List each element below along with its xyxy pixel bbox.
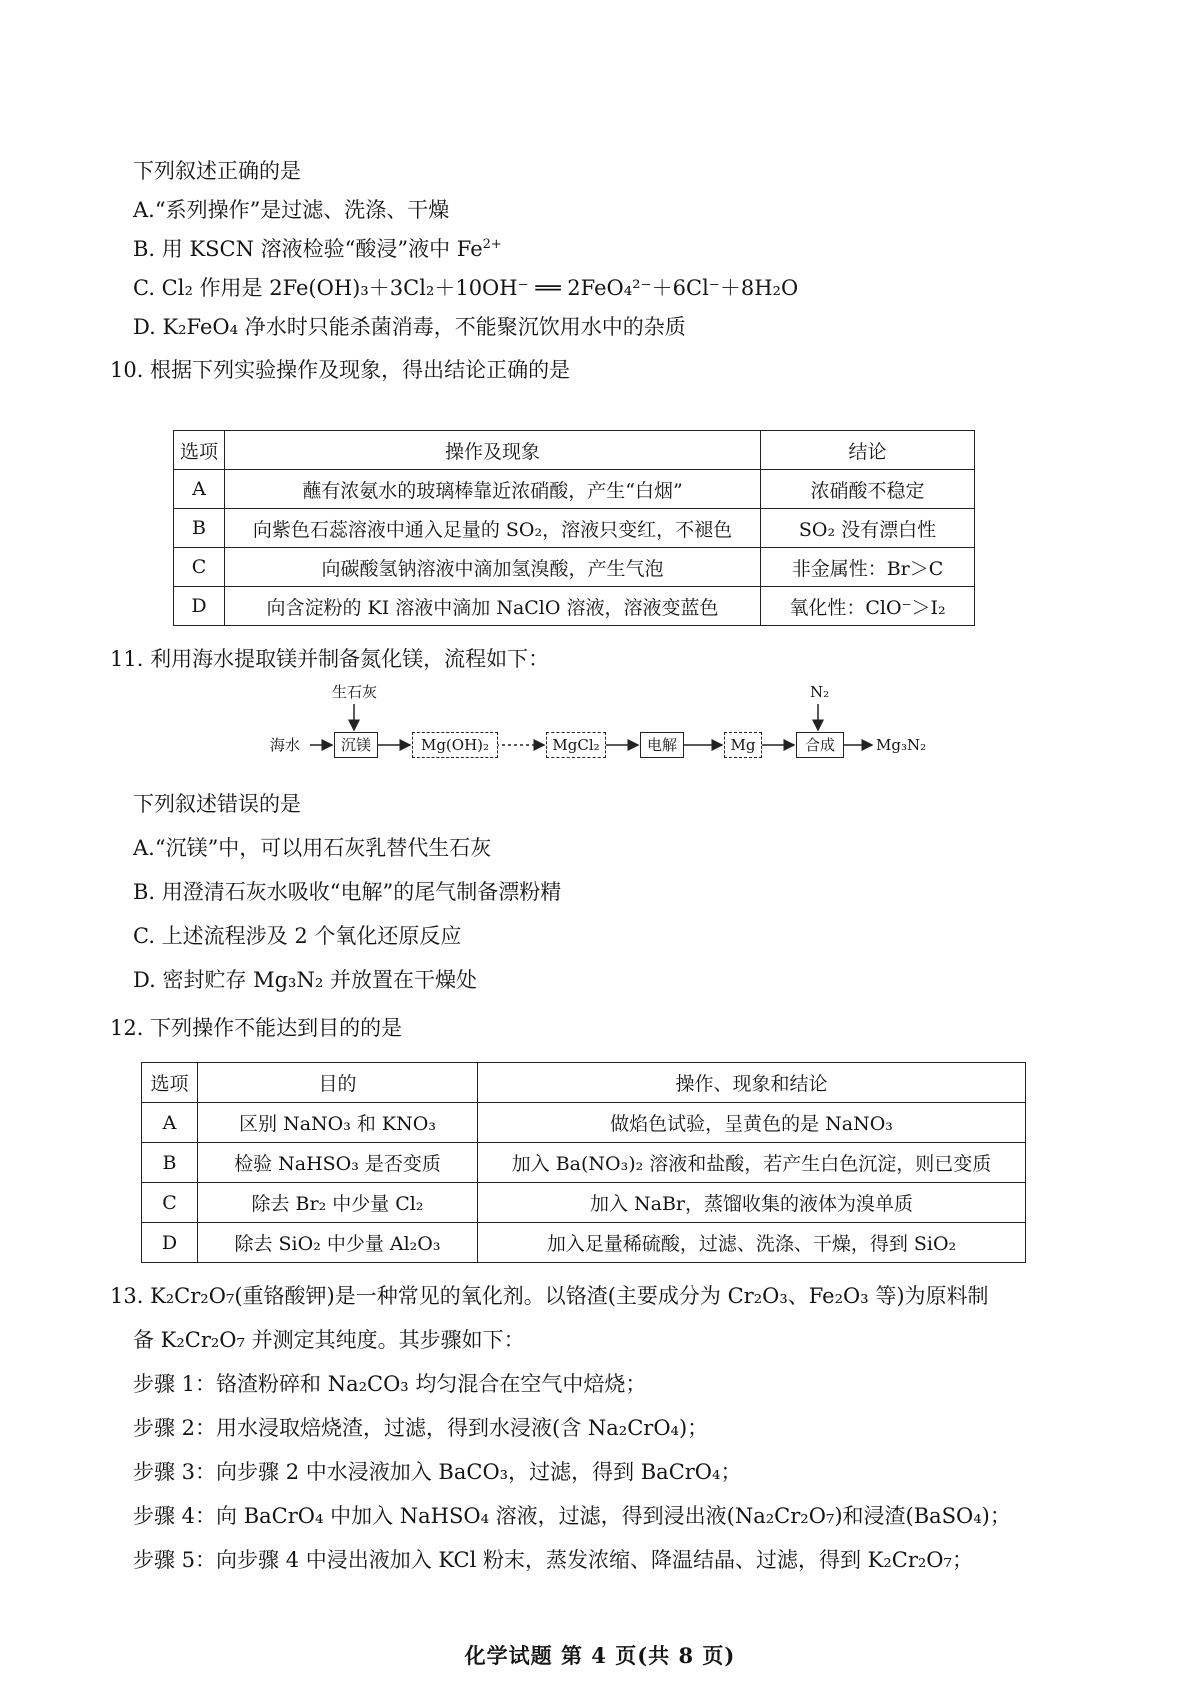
q11-option-c: C. 上述流程涉及 2 个氧化还原反应 [133, 924, 462, 948]
flow-input-n2: N₂ [810, 683, 830, 701]
option-cell: D [174, 587, 225, 626]
table-row [174, 509, 975, 548]
q9-option-b-text: B. 用 KSCN 溶液检验“酸浸”液中 Fe [133, 237, 483, 261]
q13-step-5: 步骤 5：向步骤 4 中浸出液加入 KCl 粉末，蒸发浓缩、降温结晶、过滤，得到 K₂Cr₂O₇； [133, 1548, 973, 1572]
q11-sub-stem: 下列叙述错误的是 [133, 792, 301, 816]
conclusion-cell: SO₂ 没有漂白性 [761, 509, 975, 548]
q10-table [173, 430, 975, 626]
operation-cell: 向紫色石蕊溶液中通入足量的 SO₂，溶液只变红，不褪色 [225, 509, 761, 548]
q13-step-1: 步骤 1：铬渣粉碎和 Na₂CO₃ 均匀混合在空气中焙烧； [133, 1372, 647, 1396]
flow-source-label: 海水 [270, 736, 301, 754]
table-row [142, 1223, 1026, 1263]
operation-cell: 向碳酸氢钠溶液中滴加氢溴酸，产生气泡 [225, 548, 761, 587]
flow-product-label: Mg₃N₂ [876, 736, 927, 754]
q11-flow-diagram [270, 683, 970, 798]
q10-stem: 10. 根据下列实验操作及现象，得出结论正确的是 [110, 358, 571, 382]
q12-stem: 12. 下列操作不能达到目的的是 [110, 1016, 403, 1040]
option-cell: B [142, 1143, 198, 1183]
q13-line2: 备 K₂Cr₂O₇ 并测定其纯度。其步骤如下： [133, 1328, 525, 1352]
header-cell: 操作、现象和结论 [478, 1063, 1026, 1103]
table-row [174, 470, 975, 509]
flow-step-mgoh2: Mg(OH)₂ [412, 732, 498, 758]
q13-line1: 13. K₂Cr₂O₇(重铬酸钾)是一种常见的氧化剂。以铬渣(主要成分为 Cr₂O₃、Fe₂O₃ 等)为原料制 [110, 1284, 989, 1308]
table-row [142, 1103, 1026, 1143]
flow-input-quicklime: 生石灰 [332, 683, 378, 701]
flow-step-precipitate: 沉镁 [334, 732, 378, 758]
option-cell: B [174, 509, 225, 548]
q9-option-d: D. K₂FeO₄ 净水时只能杀菌消毒，不能聚沉饮用水中的杂质 [133, 315, 686, 339]
q13-step-2: 步骤 2：用水浸取焙烧渣，过滤，得到水浸液(含 Na₂CrO₄)； [133, 1416, 709, 1440]
q9-option-b [133, 235, 502, 263]
option-cell: A [142, 1103, 198, 1143]
q9-option-a: A.“系列操作”是过滤、洗涤、干燥 [133, 198, 450, 222]
q9-option-b-charge: 2+ [482, 237, 502, 252]
operation-cell: 加入 Ba(NO₃)₂ 溶液和盐酸，若产生白色沉淀，则已变质 [478, 1143, 1026, 1183]
operation-cell: 向含淀粉的 KI 溶液中滴加 NaClO 溶液，溶液变蓝色 [225, 587, 761, 626]
header-cell: 选项 [174, 431, 225, 470]
option-cell: D [142, 1223, 198, 1263]
option-cell: C [142, 1183, 198, 1223]
header-cell: 操作及现象 [225, 431, 761, 470]
table-row [174, 587, 975, 626]
operation-cell: 蘸有浓氨水的玻璃棒靠近浓硝酸，产生“白烟” [225, 470, 761, 509]
conclusion-cell: 非金属性：Br＞C [761, 548, 975, 587]
purpose-cell: 除去 Br₂ 中少量 Cl₂ [198, 1183, 478, 1223]
q9-option-c: C. Cl₂ 作用是 2Fe(OH)₃＋3Cl₂＋10OH⁻ ══ 2FeO₄²⁻＋6Cl⁻＋8H₂O [133, 276, 799, 300]
option-cell: C [174, 548, 225, 587]
q11-option-d: D. 密封贮存 Mg₃N₂ 并放置在干燥处 [133, 968, 477, 992]
q11-option-b: B. 用澄清石灰水吸收“电解”的尾气制备漂粉精 [133, 880, 562, 904]
table-header-row [142, 1063, 1026, 1103]
q11-stem: 11. 利用海水提取镁并制备氮化镁，流程如下： [110, 647, 550, 671]
header-cell: 选项 [142, 1063, 198, 1103]
table-row [142, 1143, 1026, 1183]
q13-step-3: 步骤 3：向步骤 2 中水浸液加入 BaCO₃，过滤，得到 BaCrO₄； [133, 1460, 742, 1484]
table-header-row [174, 431, 975, 470]
flow-step-synthesis: 合成 [796, 732, 844, 758]
purpose-cell: 检验 NaHSO₃ 是否变质 [198, 1143, 478, 1183]
q11-option-a: A.“沉镁”中，可以用石灰乳替代生石灰 [133, 836, 492, 860]
conclusion-cell: 氧化性：ClO⁻＞I₂ [761, 587, 975, 626]
table-row [142, 1183, 1026, 1223]
purpose-cell: 区别 NaNO₃ 和 KNO₃ [198, 1103, 478, 1143]
flow-step-electrolysis: 电解 [640, 732, 684, 758]
header-cell: 目的 [198, 1063, 478, 1103]
q9-stem: 下列叙述正确的是 [133, 159, 301, 183]
table-row [174, 548, 975, 587]
flow-step-mg: Mg [724, 732, 762, 758]
flow-step-mgcl2: MgCl₂ [546, 732, 606, 758]
option-cell: A [174, 470, 225, 509]
header-cell: 结论 [761, 431, 975, 470]
page-footer: 化学试题 第 4 页(共 8 页) [464, 1643, 736, 1668]
operation-cell: 加入 NaBr，蒸馏收集的液体为溴单质 [478, 1183, 1026, 1223]
purpose-cell: 除去 SiO₂ 中少量 Al₂O₃ [198, 1223, 478, 1263]
q12-table [141, 1062, 1026, 1263]
conclusion-cell: 浓硝酸不稳定 [761, 470, 975, 509]
q13-step-4: 步骤 4：向 BaCrO₄ 中加入 NaHSO₄ 溶液，过滤，得到浸出液(Na₂Cr₂O₇)和浸渣(BaSO₄)； [133, 1504, 1011, 1528]
operation-cell: 做焰色试验，呈黄色的是 NaNO₃ [478, 1103, 1026, 1143]
operation-cell: 加入足量稀硫酸，过滤、洗涤、干燥，得到 SiO₂ [478, 1223, 1026, 1263]
